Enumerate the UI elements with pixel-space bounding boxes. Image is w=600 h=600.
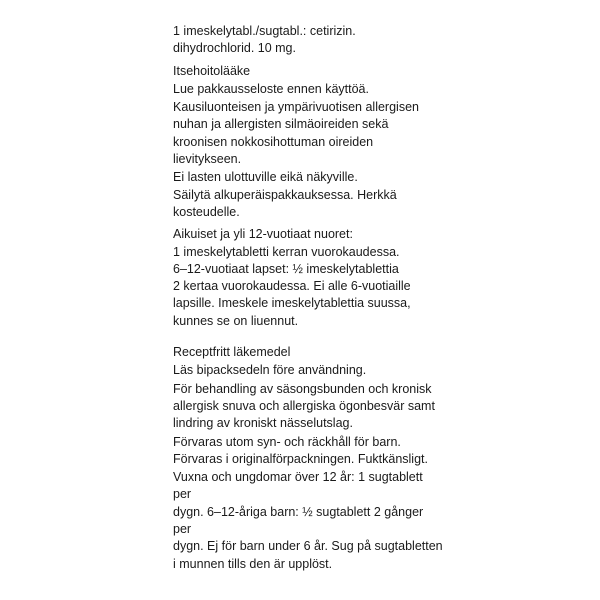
leaflet-text [173,23,443,573]
finnish-section [173,63,443,330]
sv-category: Receptfritt läkemedel [173,345,291,360]
swedish-section [173,344,443,573]
fi-read-leaflet: Lue pakkausseloste ennen käyttöä. [173,81,369,96]
sv-indication: För behandling av säsongsbunden och kronisk allergisk snuva och allergiska ögonbesvär samt lindring av kroniskt nässelutslag. [173,381,435,431]
sv-read-leaflet: Läs bipacksedeln före användning. [173,363,367,378]
fi-dosage: Aikuiset ja yli 12-vuotiaat nuoret: 1 imeskelytabletti kerran vuorokaudessa. 6–12-vuotiaat lapset: ½ imeskelytablettia 2 kertaa vuorokaudessa. Ei alle 6-vuotiaille lapsille. Imeskele imeskelytablettia suussa, kunnes se on liuennut. [173,227,411,328]
active-ingredient-header: 1 imeskelytabl./sugtabl.: cetirizin. dihydrochlorid. 10 mg. [173,24,356,56]
fi-storage: Ei lasten ulottuville eikä näkyville. Säilytä alkuperäispakkauksessa. Herkkä kosteudelle. [173,170,397,219]
sv-dosage: Vuxna och ungdomar över 12 år: 1 sugtablett per dygn. 6–12-åriga barn: ½ sugtablett 2 gånger per dygn. Ej för barn under 6 år. Sug på sugtabletten i munnen tills den är upplöst. [173,470,443,571]
fi-category: Itsehoitolääke [173,63,251,78]
fi-indication: Kausiluonteisen ja ympärivuotisen allergisen nuhan ja allergisten silmäoireiden sekä kroonisen nokkosihottuman oireiden lievitykseen. [173,100,419,167]
sv-storage: Förvaras utom syn- och räckhåll för barn. Förvaras i originalförpackningen. Fuktkänsligt. [173,434,428,466]
